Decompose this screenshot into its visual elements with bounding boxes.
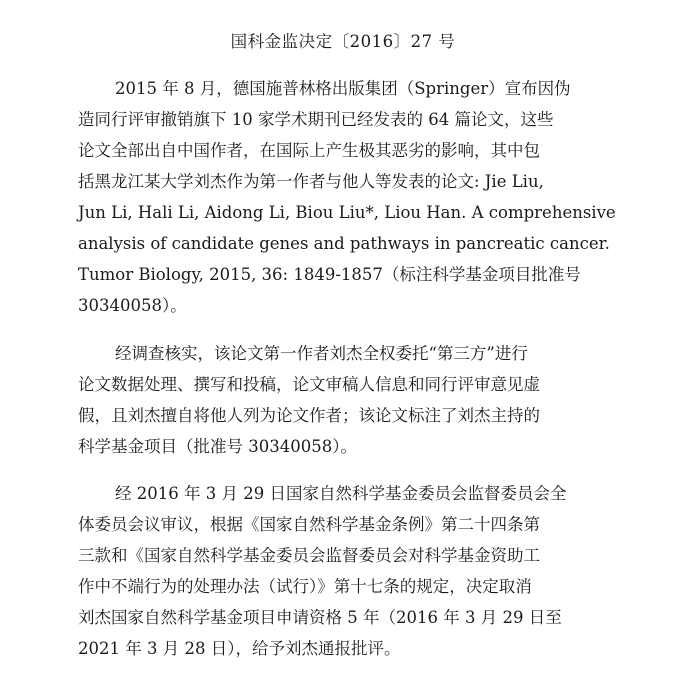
paragraph-1-line-8: 30340058）。 xyxy=(78,296,187,315)
paragraph-1-line-5: Jun Li, Hali Li, Aidong Li, Biou Liu*, Liou Han. A comprehensive xyxy=(78,203,616,222)
paragraph-3-line-2: 体委员会议审议，根据《国家自然科学基金条例》第二十四条第 xyxy=(78,515,540,534)
paragraph-1-line-7: Tumor Biology, 2015, 36: 1849-1857（标注科学基金项目批准号 xyxy=(78,265,581,284)
paragraph-1-line-6: analysis of candidate genes and pathways in pancreatic cancer. xyxy=(78,234,610,253)
paragraph-3-line-3: 三款和《国家自然科学基金委员会监督委员会对科学基金资助工 xyxy=(78,546,540,565)
paragraph-3-line-5: 刘杰国家自然科学基金项目申请资格 5 年（2016 年 3 月 29 日至 xyxy=(78,608,562,627)
paragraph-2-line-1: 经调查核实，该论文第一作者刘杰全权委托“第三方”进行 xyxy=(115,344,528,363)
document-number: 国科金监决定〔2016〕27 号 xyxy=(230,32,456,51)
paragraph-2-line-3: 假，且刘杰擅自将他人列为论文作者；该论文标注了刘杰主持的 xyxy=(78,406,540,425)
paragraph-3-line-4: 作中不端行为的处理办法（试行）》第十七条的规定，决定取消 xyxy=(78,577,532,596)
paragraph-2-line-2: 论文数据处理、撰写和投稿，论文审稿人信息和同行评审意见虚 xyxy=(78,375,540,394)
paragraph-1-line-1: 2015 年 8 月，德国施普林格出版集团（Springer）宣布因伪 xyxy=(115,79,571,98)
paragraph-1-line-3: 论文全部出自中国作者，在国际上产生极其恶劣的影响，其中包 xyxy=(78,141,540,160)
paragraph-3-line-1: 经 2016 年 3 月 29 日国家自然科学基金委员会监督委员会全 xyxy=(115,484,567,503)
paragraph-2-line-4: 科学基金项目（批准号 30340058）。 xyxy=(78,437,357,456)
paragraph-1-line-2: 造同行评审撤销旗下 10 家学术期刊已经发表的 64 篇论文，这些 xyxy=(78,110,554,129)
paragraph-3-line-6: 2021 年 3 月 28 日），给予刘杰通报批评。 xyxy=(78,639,401,658)
paragraph-1-line-4: 括黑龙江某大学刘杰作为第一作者与他人等发表的论文: Jie Liu, xyxy=(78,172,544,191)
